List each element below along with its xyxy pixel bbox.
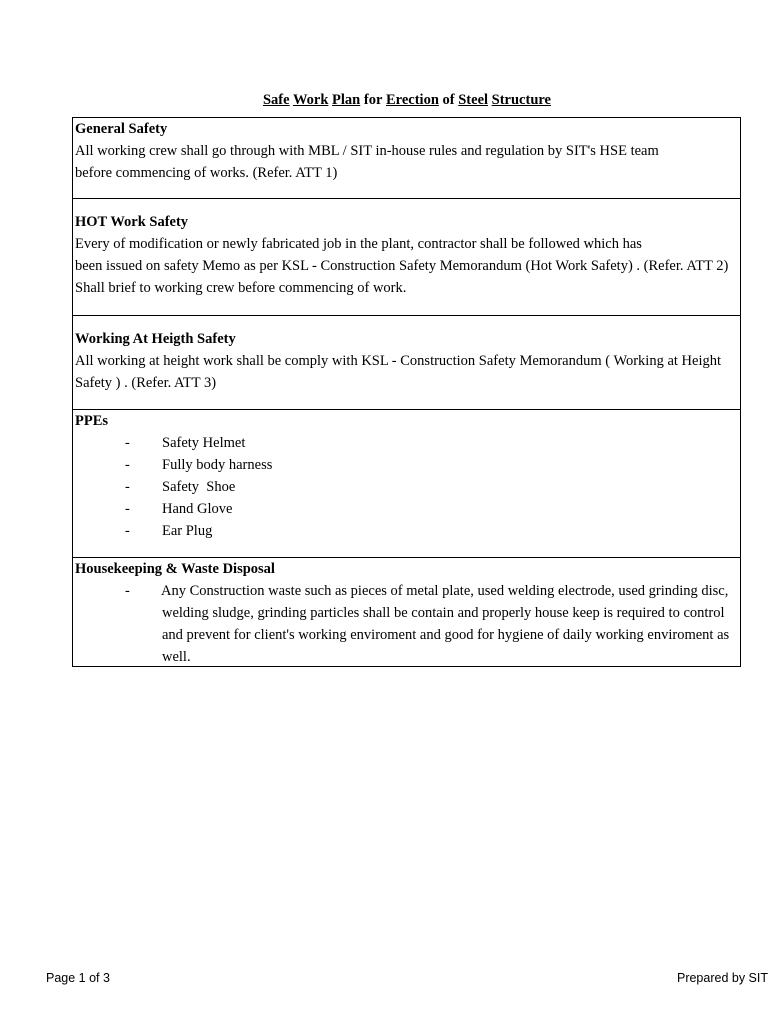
section-heading: PPEs: [75, 413, 109, 429]
section-working-at-height: [73, 316, 740, 410]
prepared-by: Prepared by SIT: [676, 971, 768, 985]
title-word: Plan: [332, 92, 361, 108]
list-item: [75, 476, 738, 498]
section-text-line: Any Construction waste such as pieces of metal plate, used welding electrode, used grinding disc,: [161, 583, 729, 599]
title-word: Steel: [458, 92, 489, 108]
ppe-item-label: Hand Glove: [162, 501, 233, 517]
section-heading: Housekeeping & Waste Disposal: [75, 561, 275, 577]
section-text-line: welding sludge, grinding particles shall be contain and properly house keep is required to control: [162, 605, 725, 621]
section-text-line: Safety ) . (Refer. ATT 3): [75, 375, 217, 391]
ppe-item-label: Safety Shoe: [162, 479, 236, 495]
page-number: Page 1 of 3: [46, 971, 110, 985]
section-heading: HOT Work Safety: [75, 214, 189, 230]
section-text-line: well.: [162, 649, 191, 665]
section-text-line: Shall brief to working crew before commencing of work.: [75, 280, 407, 296]
list-bullet: -: [125, 501, 130, 517]
section-heading: General Safety: [75, 121, 168, 137]
list-item: [75, 454, 738, 476]
ppe-item-label: Fully body harness: [162, 457, 273, 473]
list-item: [75, 432, 738, 454]
ppe-item-label: Ear Plug: [162, 523, 213, 539]
ppe-item-label: Safety Helmet: [162, 435, 246, 451]
list-bullet: -: [125, 479, 130, 495]
title-word: Work: [292, 92, 329, 108]
section-heading: Working At Heigth Safety: [75, 331, 236, 347]
section-text-line: before commencing of works. (Refer. ATT 1): [75, 165, 338, 181]
title-word: of: [442, 92, 455, 108]
section-text-line: All working crew shall go through with MBL / SIT in-house rules and regulation by SIT's HSE team: [75, 143, 659, 159]
list-item: [75, 498, 738, 520]
section-ppes: [73, 410, 740, 558]
section-housekeeping: [73, 558, 740, 666]
document-title: [72, 92, 742, 109]
title-word: Structure: [491, 92, 551, 108]
list-item: [75, 580, 738, 668]
list-item: [75, 520, 738, 542]
list-bullet: -: [125, 457, 130, 473]
list-bullet: -: [125, 523, 130, 539]
list-bullet: -: [125, 583, 130, 599]
list-bullet: -: [125, 435, 130, 451]
section-text-line: Every of modification or newly fabricated job in the plant, contractor shall be followed which has: [75, 236, 642, 252]
title-word: Safe: [262, 92, 290, 108]
safety-plan-table: [72, 117, 741, 667]
section-text-line: and prevent for client's working enviroment and good for hygiene of daily working enviroment as: [162, 627, 730, 643]
section-text-line: been issued on safety Memo as per KSL - Construction Safety Memorandum (Hot Work Safety) . (Refer. ATT 2): [75, 258, 729, 274]
section-text-line: All working at height work shall be comply with KSL - Construction Safety Memorandum ( Working at Height: [75, 353, 722, 369]
title-word: for: [363, 92, 383, 108]
title-word: Erection: [386, 92, 439, 108]
section-general-safety: [73, 118, 740, 199]
section-hot-work-safety: [73, 199, 740, 316]
